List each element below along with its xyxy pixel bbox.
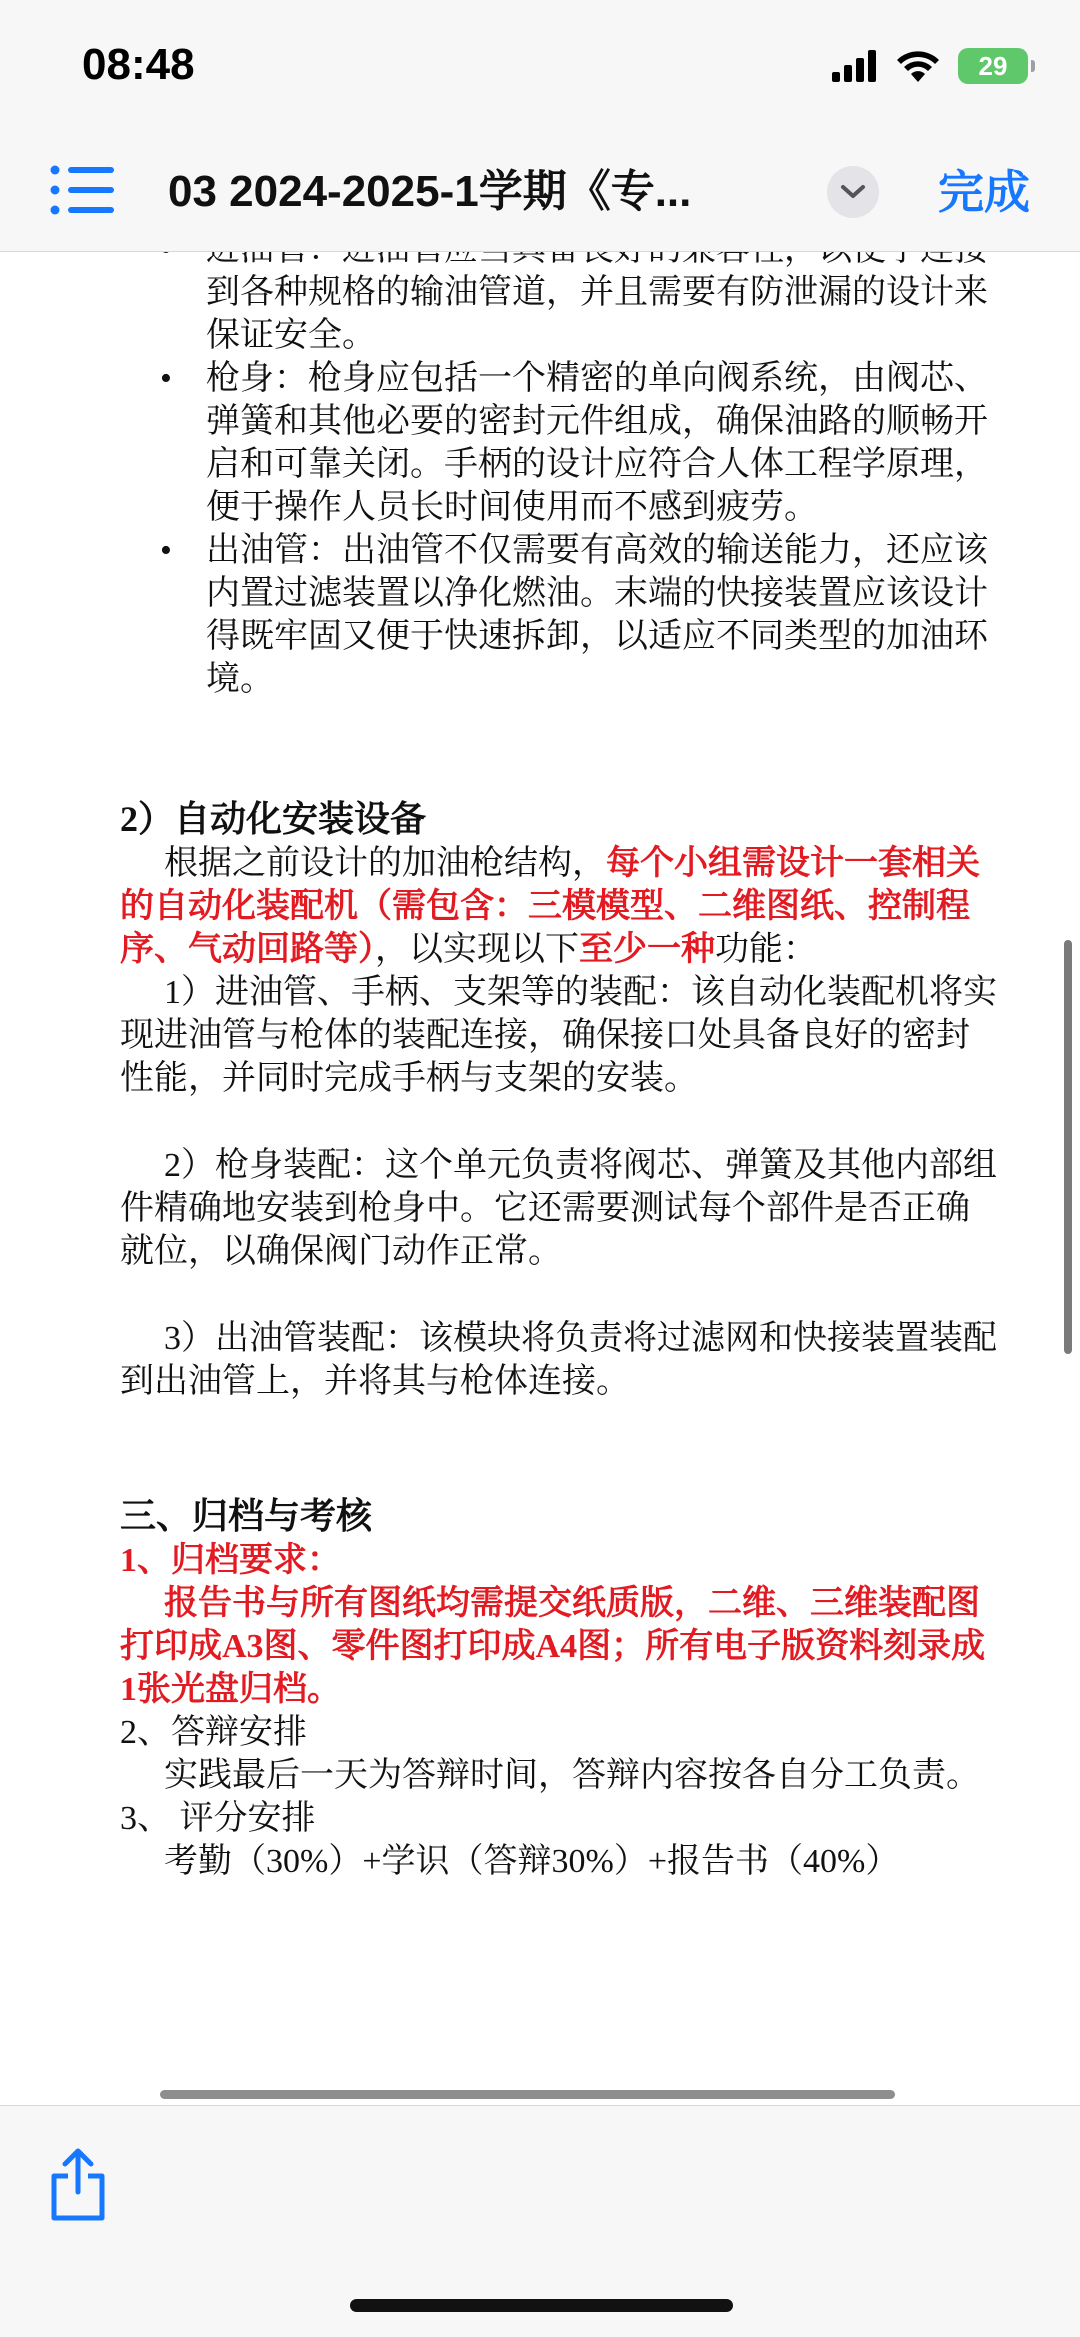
bullet-gun-body: [120, 357, 1000, 529]
section-heading-archive: 三、归档与考核: [120, 1496, 373, 1536]
status-time: 08:48: [82, 40, 195, 89]
bullet-text: 出油管不仅需要有高效的输送能力，还应该内置过滤装置以净化燃油。末端的快接装置应该设计得既牢固又便于快速拆卸，以适应不同类型的加油环境。: [206, 532, 988, 698]
intro-mid: ，以实现以下: [375, 931, 579, 968]
intro-emphasis: 每个小组需设计一套相关的自动化装配机（需包含：三模模型、二维图纸、控制程序、气动回路等）: [120, 845, 980, 968]
archive-requirements-text: 报告书与所有图纸均需提交纸质版，二维、三维装配图打印成A3图、零件图打印成A4图；所有电子版资料刻录成1张光盘归档。: [120, 1585, 986, 1708]
defense-heading: 2、答辩安排: [120, 1714, 307, 1751]
wifi-icon: [896, 49, 940, 83]
function-item: 2）枪身装配：这个单元负责将阀芯、弹簧及其他内部组件精确地安装到枪身中。它还需要测试每个部件是否正确就位，以确保阀门动作正常。: [120, 1147, 997, 1270]
document-title: 03 2024-2025-1学期《专...: [168, 167, 692, 216]
status-icons: [832, 48, 1028, 84]
done-button[interactable]: 完成: [938, 166, 1030, 218]
function-item: 1）进油管、手柄、支架等的装配：该自动化装配机将实现进油管与枪体的装配连接，确保接口处具备良好的密封性能，并同时完成手柄与支架的安装。: [120, 974, 997, 1097]
cellular-signal-icon: [832, 50, 878, 82]
bullet-label: 枪身：: [206, 360, 308, 397]
list-icon[interactable]: [50, 164, 114, 216]
home-indicator[interactable]: [350, 2299, 733, 2312]
document-viewer[interactable]: [0, 252, 1080, 2105]
share-icon[interactable]: [48, 2146, 108, 2222]
bullet-text: 到各种规格的输油管道，并且需要有防泄漏的设计来保证安全。: [206, 274, 988, 354]
bullet-label: 出油管：: [206, 532, 342, 569]
intro-post: 功能：: [715, 931, 817, 968]
grading-text: 考勤（30%）+学识（答辩30%）+报告书（40%）: [164, 1843, 900, 1880]
intro-emphasis-2: 至少一种: [579, 931, 715, 968]
section-intro: [120, 842, 1000, 971]
grading-heading: 3、 评分安排: [120, 1800, 316, 1837]
chevron-down-icon: [840, 184, 866, 200]
section-heading-automation: 2）自动化安装设备: [120, 799, 427, 839]
archive-requirements-heading: 1、归档要求：: [120, 1542, 341, 1579]
document-page: [120, 228, 1000, 1883]
defense-text: 实践最后一天为答辩时间，答辩内容按各自分工负责。: [164, 1757, 980, 1794]
top-bar: [0, 0, 1080, 252]
bullet-outlet-pipe: [120, 529, 1000, 701]
horizontal-scrollbar[interactable]: [160, 2090, 895, 2099]
title-menu-button[interactable]: [827, 166, 879, 218]
function-item: 3）出油管装配：该模块将负责将过滤网和快接装置装配到出油管上，并将其与枪体连接。: [120, 1320, 997, 1400]
battery-charging-icon: [958, 48, 1028, 84]
bullet-text: 枪身应包括一个精密的单向阀系统，由阀芯、弹簧和其他必要的密封元件组成，确保油路的顺畅开启和可靠关闭。手柄的设计应符合人体工程学原理，便于操作人员长时间使用而不感到疲劳。: [206, 360, 988, 526]
battery-level: 29: [978, 50, 1008, 81]
vertical-scrollbar[interactable]: [1064, 940, 1072, 1354]
intro-pre: 根据之前设计的加油枪结构，: [164, 845, 606, 882]
